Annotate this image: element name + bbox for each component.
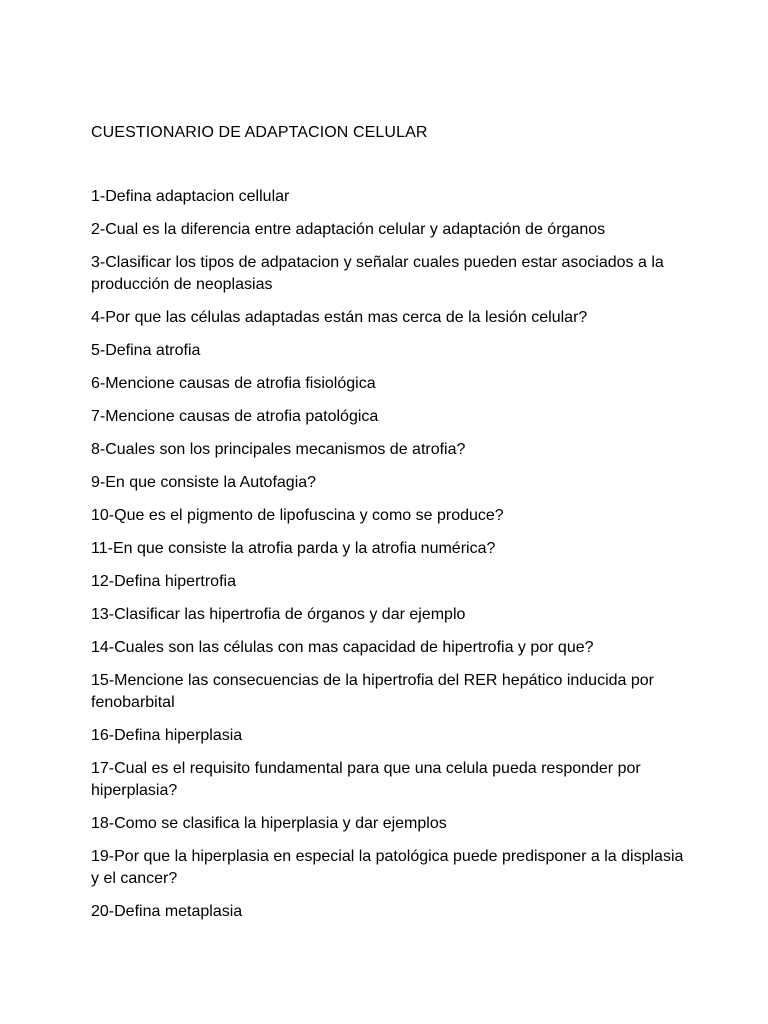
- question-item: 12-Defina hipertrofia: [91, 573, 236, 590]
- question-item: 15-Mencione las consecuencias de la hipertrofia del RER hepático inducida por fenobarbital: [91, 672, 654, 711]
- question-item: 18-Como se clasifica la hiperplasia y dar ejemplos: [91, 815, 447, 832]
- document-title: CUESTIONARIO DE ADAPTACION CELULAR: [91, 124, 428, 141]
- question-item: 16-Defina hiperplasia: [91, 727, 243, 744]
- question-item: 8-Cuales son los principales mecanismos de atrofia?: [91, 441, 466, 458]
- question-item: 11-En que consiste la atrofia parda y la atrofia numérica?: [91, 540, 496, 557]
- question-item: 17-Cual es el requisito fundamental para que una celula pueda responder por hiperplasia?: [91, 760, 641, 799]
- question-item: 9-En que consiste la Autofagia?: [91, 474, 317, 491]
- question-item: 20-Defina metaplasia: [91, 903, 243, 920]
- question-item: 14-Cuales son las células con mas capacidad de hipertrofia y por que?: [91, 639, 594, 656]
- question-item: 10-Que es el pigmento de lipofuscina y como se produce?: [91, 507, 504, 524]
- question-item: 1-Defina adaptacion cellular: [91, 188, 290, 205]
- question-item: 19-Por que la hiperplasia en especial la patológica puede predisponer a la displasia y el cancer?: [91, 848, 684, 887]
- question-list: [91, 186, 691, 934]
- question-item: 4-Por que las células adaptadas están mas cerca de la lesión celular?: [91, 309, 588, 326]
- question-item: 2-Cual es la diferencia entre adaptación celular y adaptación de órganos: [91, 221, 606, 238]
- question-item: 6-Mencione causas de atrofia fisiológica: [91, 375, 376, 392]
- question-item: 3-Clasificar los tipos de adpatacion y señalar cuales pueden estar asociados a la producción de neoplasias: [91, 254, 664, 293]
- question-item: 7-Mencione causas de atrofia patológica: [91, 408, 379, 425]
- question-item: 5-Defina atrofia: [91, 342, 201, 359]
- question-item: 13-Clasificar las hipertrofia de órganos y dar ejemplo: [91, 606, 466, 623]
